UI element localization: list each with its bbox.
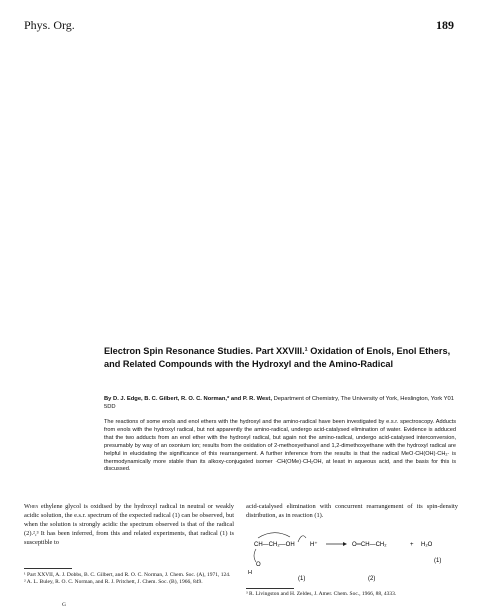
body-lead-word: When — [24, 503, 39, 510]
proton-label: H⁺ — [310, 542, 318, 548]
abstract: The reactions of some enols and enol ethers with the hydroxyl and the amino-radical have been investigated by e.s.r. spectroscopy. Adducts from enols with the hydroxyl radical, but not apparently the amino-radical, undergo acid-catalysed elimination of water. Evidence is adduced that the two adducts from an enol ether with the hydroxyl radical, but again not the amino-radical, undergo acid-catalysed interconversion, presumably by way of an oxonium ion; results from the oxidation of 2-methoxyethanol and 1,2-dimethoxyethane with the hydroxyl radical are helpful in elucidating the significance of this rearrangement. A further inference from the results is that the radical MeO·CH(OH)·CH₂· is thermodynamically more stable than its alkoxy-conjugated isomer ·CH(OMe)·CH₂OH, at least in aqueous acid, and the basis for this is discussed. — [104, 419, 456, 473]
plus-sign: + — [410, 542, 414, 548]
reactant-formula: CH—CH₂—OH — [254, 542, 295, 548]
footnote-rule — [246, 588, 294, 589]
ring-hydrogen: H — [248, 570, 252, 576]
author-names: By D. J. Edge, B. C. Gilbert, R. O. C. Norman,* and P. R. West, — [104, 396, 272, 402]
signature-mark: G — [62, 602, 66, 608]
body-column-right: acid-catalysed elimination with concurrent rearrangement of its spin-density distribution, as in reaction (1). — [246, 503, 458, 519]
body-column-left — [24, 502, 234, 547]
footnotes-right — [246, 591, 458, 598]
ring-oxygen: O — [256, 562, 261, 568]
footnotes-left — [24, 572, 234, 587]
product-formula: O═CH—CH₂ — [352, 542, 387, 548]
footnote-2: ² A. L. Buley, R. O. C. Norman, and R. J. Pritchett, J. Chem. Soc. (B), 1966, 849. — [24, 579, 203, 586]
curved-arrow — [258, 533, 290, 538]
page-number: 189 — [436, 18, 454, 32]
article-title: Electron Spin Resonance Studies. Part XXVIII.¹ Oxidation of Enols, Enol Ethers, and Related Compounds with the Hydroxyl and the Amino-Radical — [104, 346, 451, 369]
journal-name: Phys. Org. — [24, 18, 75, 32]
curved-arrow — [298, 536, 306, 542]
radical-label-2: (2) — [368, 576, 376, 582]
author-affiliation: Department of Chemistry, The University of York, Heslington, York Y01 5DD — [104, 396, 454, 410]
ring-bond — [254, 549, 256, 562]
radical-label-1: (1) — [298, 576, 306, 582]
footnote-3: ³ R. Livingston and H. Zeldes, J. Amer. Chem. Soc., 1966, 88, 4333. — [246, 591, 397, 597]
footnote-rule — [24, 568, 72, 569]
reaction-scheme — [246, 528, 458, 584]
author-block — [104, 395, 456, 411]
arrow-head — [343, 542, 347, 546]
body-left-text: ethylene glycol is oxidised by the hydroxyl radical in neutral or weakly acidic solution, the e.s.r. spectrum of the expected radical (1) can be observed, but when the solution is strongly acidic the spectrum observed is that of the radical (2).²,³ It has been inferred, from this and related experiments, that radical (1) is susceptible to — [24, 503, 234, 546]
water-label: H₂O — [421, 542, 433, 548]
footnote-1: ¹ Part XXVII, A. J. Dobbs, B. C. Gilbert, and R. O. C. Norman, J. Chem. Soc. (A), 1971, 124. — [24, 572, 231, 578]
reaction-number: (1) — [434, 558, 442, 564]
